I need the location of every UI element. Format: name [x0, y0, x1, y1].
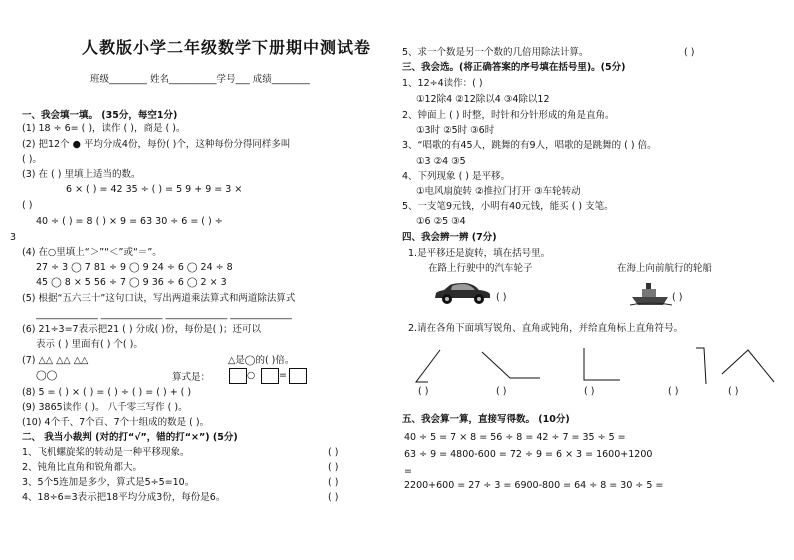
- student-info-line: 班级________ 姓名__________学号___ 成绩________: [90, 74, 310, 85]
- formula-sign-1: ○: [247, 370, 256, 381]
- q1-6-cont: 表示 ( ) 里面有( ) 个( )。: [36, 339, 143, 350]
- q1-7-formula-label: 算式是：: [172, 372, 211, 383]
- car-answer[interactable]: ( ): [496, 292, 507, 303]
- q1-10: (10) 4个千、7个百、7个十组成的数是 ( )。: [22, 417, 210, 428]
- choice-4: 4、下列现象 ( ) 是平移。: [402, 171, 511, 182]
- q1-8: (8) 5 = ( ) × ( ) = ( ) ÷ ( ) = ( ) + ( ): [22, 387, 192, 398]
- judge-1: 1、飞机螺旋桨的转动是一种平移现象。: [22, 447, 190, 458]
- q1-6: (6) 21÷3=7表示把21 ( ) 分成( )份，每份是( )；还可以: [22, 324, 261, 335]
- angle-3: [584, 348, 620, 380]
- q1-4-row2: 45 ◯ 8 × 5 56 ÷ 7 ◯ 9 36 ÷ 6 ◯ 2 × 3: [36, 277, 227, 288]
- car-icon: [432, 281, 492, 305]
- q1-9: (9) 3865读作 ( )。 八千零三写作 ( )。: [22, 402, 188, 413]
- car-caption: 在路上行驶中的汽车轮子: [428, 263, 533, 274]
- formula-box-3[interactable]: [289, 368, 307, 384]
- calc-row-1: 40 ÷ 5 = 7 × 8 = 56 ÷ 8 = 42 ÷ 7 = 35 ÷ 5 =: [404, 432, 626, 443]
- q1-3-row1-wrap: ( ): [22, 200, 33, 211]
- section-2-heading: 二、 我当小裁判 (对的打“√”，错的打“×”) (5分): [22, 432, 238, 443]
- choice-3: 3、“唱歌的有45人，跳舞的有9人，唱歌的是跳舞的 ( ) 倍。: [402, 140, 657, 151]
- section-5-heading: 五、我会算一算，直接写得数。 (10分): [402, 414, 570, 425]
- choice-5: 5、一支笔9元钱，小明有40元钱，能买 ( ) 支笔。: [402, 201, 614, 212]
- q1-3: (3) 在 ( ) 里填上适当的数。: [22, 169, 141, 180]
- calc-row-3: 2200+600 = 27 ÷ 3 = 6900-800 = 64 ÷ 8 = 30 ÷ 5 =: [404, 480, 664, 491]
- q1-2-cont: ( )。: [22, 154, 42, 165]
- judge-1-answer[interactable]: ( ): [328, 447, 339, 458]
- angle-4: [696, 348, 706, 384]
- q1-4: (4) 在○里填上“＞”“＜”或“＝”。: [22, 247, 162, 258]
- formula-box-2[interactable]: [261, 368, 279, 384]
- q1-3-row2: 40 ÷ ( ) = 8 ( ) × 9 = 63 30 ÷ 6 = ( ) ÷: [36, 216, 223, 227]
- section-1-heading: 一、我会填一填。 (35分，每空1分): [22, 110, 178, 121]
- judge-2: 2、钝角比直角和锐角都大。: [22, 462, 143, 473]
- q1-7-question: △是◯的( )倍。: [228, 355, 295, 366]
- choice-1: 1、12÷4读作：( ): [402, 78, 483, 89]
- q1-5-blanks: _____________ _____________ _____________ _____________: [36, 309, 293, 320]
- q1-2: (2) 把12个 ● 平均分成4份，每份( )个，这种每份分得同样多叫: [22, 139, 291, 150]
- section-4-heading: 四、我会辨一辨 (7分): [402, 232, 497, 243]
- ship-icon: [630, 279, 672, 307]
- q1-3-row2-wrap: 3: [10, 232, 17, 243]
- q1-7-circles: ◯◯: [36, 370, 58, 381]
- q1-1: (1) 18 ÷ 6= ( )，读作 ( )，商是 ( )。: [22, 123, 186, 134]
- judge-4: 4、18÷6=3表示把18平均分成3份，每份是6。: [22, 492, 226, 503]
- choice-5-options: ①6 ②5 ③4: [416, 216, 466, 227]
- choice-2: 2、钟面上 ( ) 时整，时针和分针形成的角是直角。: [402, 110, 615, 121]
- angle-1-answer[interactable]: ( ): [418, 386, 429, 397]
- judge-2-answer[interactable]: ( ): [328, 462, 339, 473]
- angle-2: [482, 352, 540, 378]
- q1-5: (5) 根据“五六三十”这句口诀，写出两道乘法算式和两道除法算式: [22, 293, 296, 304]
- angle-5-answer[interactable]: ( ): [728, 386, 739, 397]
- judge-3: 3、5个5连加是多少，算式是5÷5=10。: [22, 477, 195, 488]
- judge-5-answer[interactable]: ( ): [684, 47, 695, 58]
- section-4-q2: 2.请在各角下面填写锐角、直角或钝角，并给直角标上直角符号。: [408, 323, 684, 334]
- q1-4-row1: 27 ÷ 3 ◯ 7 81 ÷ 9 ◯ 9 24 ÷ 6 ◯ 24 ÷ 8: [36, 262, 233, 273]
- judge-4-answer[interactable]: ( ): [328, 492, 339, 503]
- calc-row-2-wrap: =: [404, 466, 412, 477]
- angle-5: [722, 350, 774, 382]
- choice-1-options: ①12除4 ②12除以4 ③4除以12: [416, 94, 550, 105]
- angle-4-answer[interactable]: ( ): [668, 386, 679, 397]
- angle-1: [416, 350, 440, 382]
- section-4-q1: 1.是平移还是旋转，填在括号里。: [408, 248, 551, 259]
- judge-3-answer[interactable]: ( ): [328, 477, 339, 488]
- formula-sign-2: =: [279, 370, 287, 381]
- calc-row-2: 63 ÷ 9 = 4800-600 = 72 ÷ 9 = 6 × 3 = 1600+1200: [404, 449, 653, 460]
- judge-5: 5、求一个数是另一个数的几倍用除法计算。: [402, 47, 589, 58]
- page-title: 人教版小学二年级数学下册期中测试卷: [82, 38, 372, 57]
- angle-2-answer[interactable]: ( ): [496, 386, 507, 397]
- choice-2-options: ①3时 ②5时 ③6时: [416, 125, 495, 136]
- angle-3-answer[interactable]: ( ): [584, 386, 595, 397]
- ship-answer[interactable]: ( ): [672, 292, 683, 303]
- q1-7-triangles: (7) △△ △△ △△: [22, 355, 89, 366]
- angles-figure: [410, 344, 790, 386]
- ship-caption: 在海上向前航行的轮船: [617, 263, 713, 274]
- formula-box-1[interactable]: [229, 368, 247, 384]
- choice-3-options: ①3 ②4 ③5: [416, 156, 466, 167]
- section-3-heading: 三、我会选。(将正确答案的序号填在括号里)。(5分): [402, 62, 626, 73]
- choice-4-options: ①电风扇旋转 ②推拉门打开 ③车轮转动: [416, 186, 581, 197]
- q1-3-row1: 6 × ( ) = 42 35 ÷ ( ) = 5 9 + 9 = 3 ×: [66, 184, 243, 195]
